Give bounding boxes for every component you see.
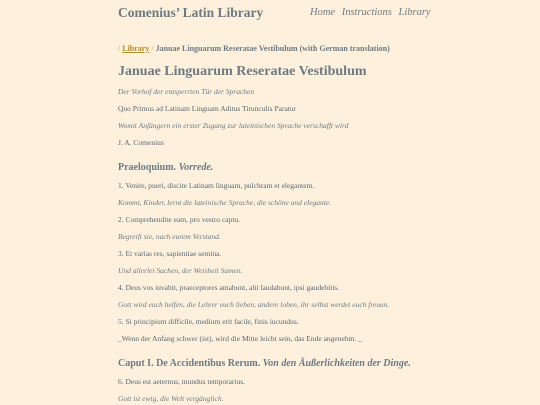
section-heading: [118, 162, 428, 173]
breadcrumb-separator: /: [151, 44, 154, 53]
text-line: Gott wird euch helfen, die Lehrer euch lieben, andere loben, ihr selbst werdet euch freuen.: [118, 300, 390, 309]
text-line: Gott ist ewig, die Welt vergänglich.: [118, 394, 224, 403]
section-heading-latin: Praeloquium.: [118, 162, 177, 173]
section-heading: [118, 358, 428, 369]
section-heading-german: Von den Äußerlichkeiten der Dinge.: [262, 358, 411, 369]
text-line: _Wenn der Anfang schwer (ist), wird die Mitte leicht sein, das Ende angenehm. _: [118, 334, 362, 343]
text-line: 3. Et varias res, sapientiae semina.: [118, 249, 222, 258]
text-line: Und allerlei Sachen, der Weisheit Samen.: [118, 266, 243, 275]
nav-home[interactable]: Home: [310, 7, 336, 18]
breadcrumb-library-link[interactable]: Library: [122, 44, 150, 53]
nav-instructions[interactable]: Instructions: [341, 7, 392, 18]
page-title: Januae Linguarum Reseratae Vestibulum: [118, 64, 367, 79]
text-line: 4. Deus vos iuvabit, praeceptores amabunt, alii laudabunt, ipsi gaudebitis.: [118, 283, 340, 292]
intro-line: Womit Anfängern ein erster Zugang zur lateinischen Sprache verschafft wird: [118, 121, 349, 130]
section-heading-latin: Caput I. De Accidentibus Rerum.: [118, 358, 261, 369]
text-line: 2. Comprehendite eam, pro vestro captu.: [118, 215, 241, 224]
intro-block: [118, 87, 428, 148]
text-line: 5. Si principium difficile, medium erit facile, finis iucundus.: [118, 317, 299, 326]
intro-line: J. A. Comenius: [118, 138, 164, 147]
intro-line: Der Vorhof der entsperrten Tür der Sprachen: [118, 87, 255, 96]
text-line: Begreift sie, nach eurem Verstand.: [118, 232, 221, 241]
nav-library[interactable]: Library: [398, 7, 431, 18]
main-nav: [310, 7, 435, 18]
intro-line: Quo Primus ad Latinam Linguam Aditus Tirunculis Paratur: [118, 104, 297, 113]
breadcrumb-separator: /: [118, 44, 121, 53]
breadcrumb-current: Januae Linguarum Reseratae Vestibulum (with German translation): [155, 44, 390, 53]
site-title[interactable]: Comenius’ Latin Library: [118, 5, 264, 20]
text-line: 6. Deus est aeternus, mundus temporarius.: [118, 377, 246, 386]
section-heading-german: Vorrede.: [178, 162, 214, 173]
breadcrumb: [118, 44, 390, 53]
main-content: [118, 64, 428, 404]
section-praeloquium: [118, 162, 428, 344]
text-line: Kommt, Kinder, lernt die lateinische Sprache, die schöne und elegante.: [118, 198, 332, 207]
section-caput-1: [118, 358, 428, 404]
site-header: [0, 0, 540, 30]
text-line: 1. Venite, pueri, discite Latinam linguam, pulchram et elegantem.: [118, 181, 315, 190]
